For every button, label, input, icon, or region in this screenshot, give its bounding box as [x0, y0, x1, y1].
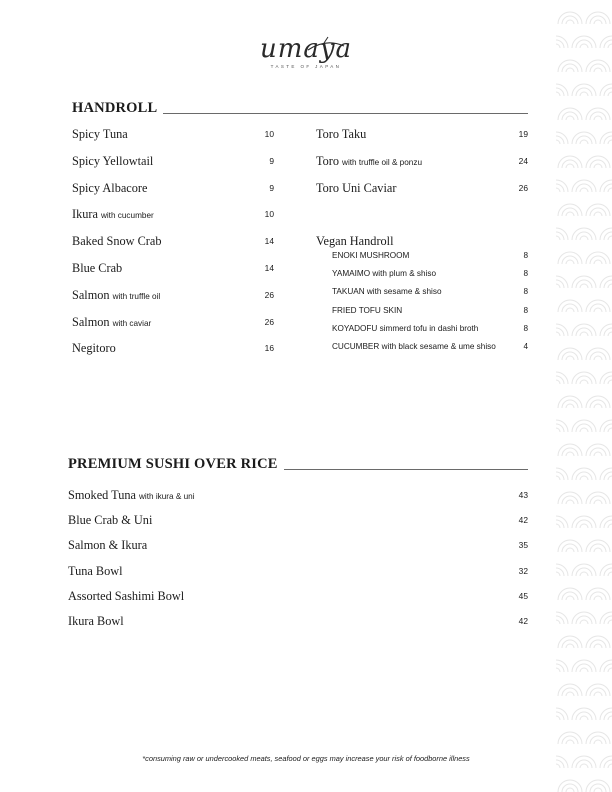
- item-name: Baked Snow Crab: [72, 234, 162, 249]
- item-price: 14: [264, 236, 274, 247]
- section-title: PREMIUM SUSHI OVER RICE: [68, 456, 278, 472]
- item-name-group: [72, 181, 147, 196]
- vegan-item-name: CUCUMBER with black sesame & ume shiso: [332, 342, 496, 351]
- section-title: HANDROLL: [72, 100, 158, 116]
- menu-item: [68, 488, 528, 504]
- item-name: Toro Uni Caviar: [316, 180, 397, 195]
- item-name: Ikura: [72, 207, 98, 222]
- menu-item: [68, 538, 528, 554]
- vegan-item: [316, 269, 528, 281]
- item-description: with ikura & uni: [139, 492, 195, 501]
- menu-item: [316, 154, 528, 170]
- vegan-item-price: 4: [523, 342, 528, 351]
- item-price: 26: [264, 289, 274, 300]
- item-name-group: [68, 488, 195, 503]
- item-price: 42: [518, 616, 528, 626]
- item-name: Ikura Bowl: [68, 614, 124, 628]
- brand-tagline: TASTE OF JAPAN: [270, 64, 342, 69]
- item-name: Blue Crab & Uni: [68, 513, 153, 528]
- item-name: Spicy Yellowtail: [72, 153, 154, 168]
- vegan-list: [316, 251, 528, 361]
- vegan-item-price: 8: [523, 287, 528, 297]
- vegan-item-name: FRIED TOFU SKIN: [332, 305, 403, 315]
- menu-item: [72, 127, 274, 143]
- section-divider: [284, 469, 528, 470]
- handroll-left-column: [72, 127, 274, 367]
- item-description: with caviar: [112, 318, 152, 328]
- section-divider: [163, 113, 528, 114]
- menu-item: [68, 589, 528, 605]
- menu-item: [72, 154, 274, 170]
- health-disclaimer: *consuming raw or undercooked meats, seafood or eggs may increase your risk of foodborne illness: [142, 754, 470, 763]
- item-name-group: [68, 614, 124, 629]
- vegan-item: [316, 251, 528, 263]
- vegan-item: [316, 342, 528, 354]
- vegan-item: [316, 306, 528, 318]
- item-name-group: [316, 181, 396, 196]
- item-name-group: [72, 234, 161, 249]
- item-name-group: [68, 589, 184, 604]
- premium-section-heading: [68, 456, 528, 473]
- item-name: Blue Crab: [72, 261, 123, 275]
- item-description: with cucumber: [100, 211, 154, 221]
- brand-logo: [236, 34, 376, 80]
- premium-list: [68, 488, 528, 638]
- vegan-item-price: 8: [523, 251, 528, 260]
- item-name-group: [72, 127, 128, 142]
- item-name: Toro: [316, 153, 340, 168]
- item-price: 43: [518, 490, 528, 500]
- item-price: 9: [269, 182, 274, 193]
- item-price: 19: [518, 129, 528, 139]
- menu-item: [68, 513, 528, 529]
- vegan-item: [316, 287, 528, 299]
- item-name-group: [316, 127, 366, 142]
- menu-item: [72, 288, 274, 304]
- vegan-item-name: KOYADOFU simmerd tofu in dashi broth: [332, 323, 479, 333]
- vegan-handroll-group: [316, 234, 528, 364]
- item-description: with truffle oil & ponzu: [342, 157, 422, 167]
- vegan-item-name: YAMAIMO with plum & shiso: [332, 269, 437, 279]
- item-name: Toro Taku: [316, 127, 367, 141]
- handroll-right-column: [316, 127, 528, 207]
- vegan-item-name: ENOKI MUSHROOM: [332, 251, 410, 260]
- item-name: Assorted Sashimi Bowl: [68, 588, 185, 603]
- item-name: Negitoro: [72, 341, 116, 356]
- menu-item: [72, 261, 274, 277]
- menu-item: [72, 341, 274, 357]
- item-name-group: [68, 538, 147, 553]
- item-price: 10: [264, 209, 274, 220]
- item-name-group: [72, 154, 153, 169]
- menu-item: [316, 127, 528, 143]
- vegan-item-price: 8: [523, 323, 528, 333]
- menu-item: [68, 564, 528, 580]
- vegan-item-name: TAKUAN with sesame & shiso: [332, 287, 442, 297]
- item-price: 14: [264, 263, 274, 273]
- item-name-group: [72, 341, 116, 356]
- item-price: 9: [269, 155, 274, 166]
- item-name: Smoked Tuna: [68, 488, 136, 502]
- menu-item: [316, 181, 528, 197]
- item-name: Salmon: [72, 314, 110, 329]
- item-price: 45: [518, 590, 528, 601]
- item-name-group: [72, 288, 160, 303]
- item-name: Salmon & Ikura: [68, 538, 148, 553]
- menu-item: [72, 181, 274, 197]
- item-price: 32: [518, 565, 528, 576]
- vegan-item: [316, 324, 528, 336]
- item-name-group: [72, 315, 151, 330]
- vegan-item-price: 8: [523, 305, 528, 315]
- menu-item: [72, 207, 274, 223]
- item-name: Spicy Albacore: [72, 180, 148, 195]
- vegan-handroll-title: Vegan Handroll: [316, 234, 394, 248]
- vegan-item-price: 8: [523, 269, 528, 279]
- item-name: Tuna Bowl: [68, 563, 123, 578]
- item-name: Salmon: [72, 287, 110, 302]
- menu-item: [72, 234, 274, 250]
- item-name-group: [68, 564, 123, 579]
- item-name-group: [316, 154, 422, 169]
- item-price: 24: [518, 155, 528, 166]
- menu-item: [68, 614, 528, 630]
- conical-hat-icon: [306, 36, 346, 58]
- menu-item: [72, 315, 274, 331]
- item-price: 26: [518, 182, 528, 193]
- item-price: 10: [264, 129, 274, 139]
- item-name-group: [68, 513, 152, 528]
- item-price: 42: [518, 515, 528, 526]
- brand-name: umaya: [259, 34, 353, 64]
- item-price: 16: [264, 343, 274, 354]
- item-name: Spicy Tuna: [72, 127, 128, 141]
- item-name-group: [72, 261, 122, 276]
- item-description: with truffle oil: [112, 291, 161, 301]
- decorative-wave-pattern: [556, 0, 612, 792]
- item-price: 35: [518, 540, 528, 551]
- handroll-section-heading: [72, 100, 528, 117]
- item-name-group: [72, 207, 154, 222]
- item-price: 26: [264, 316, 274, 327]
